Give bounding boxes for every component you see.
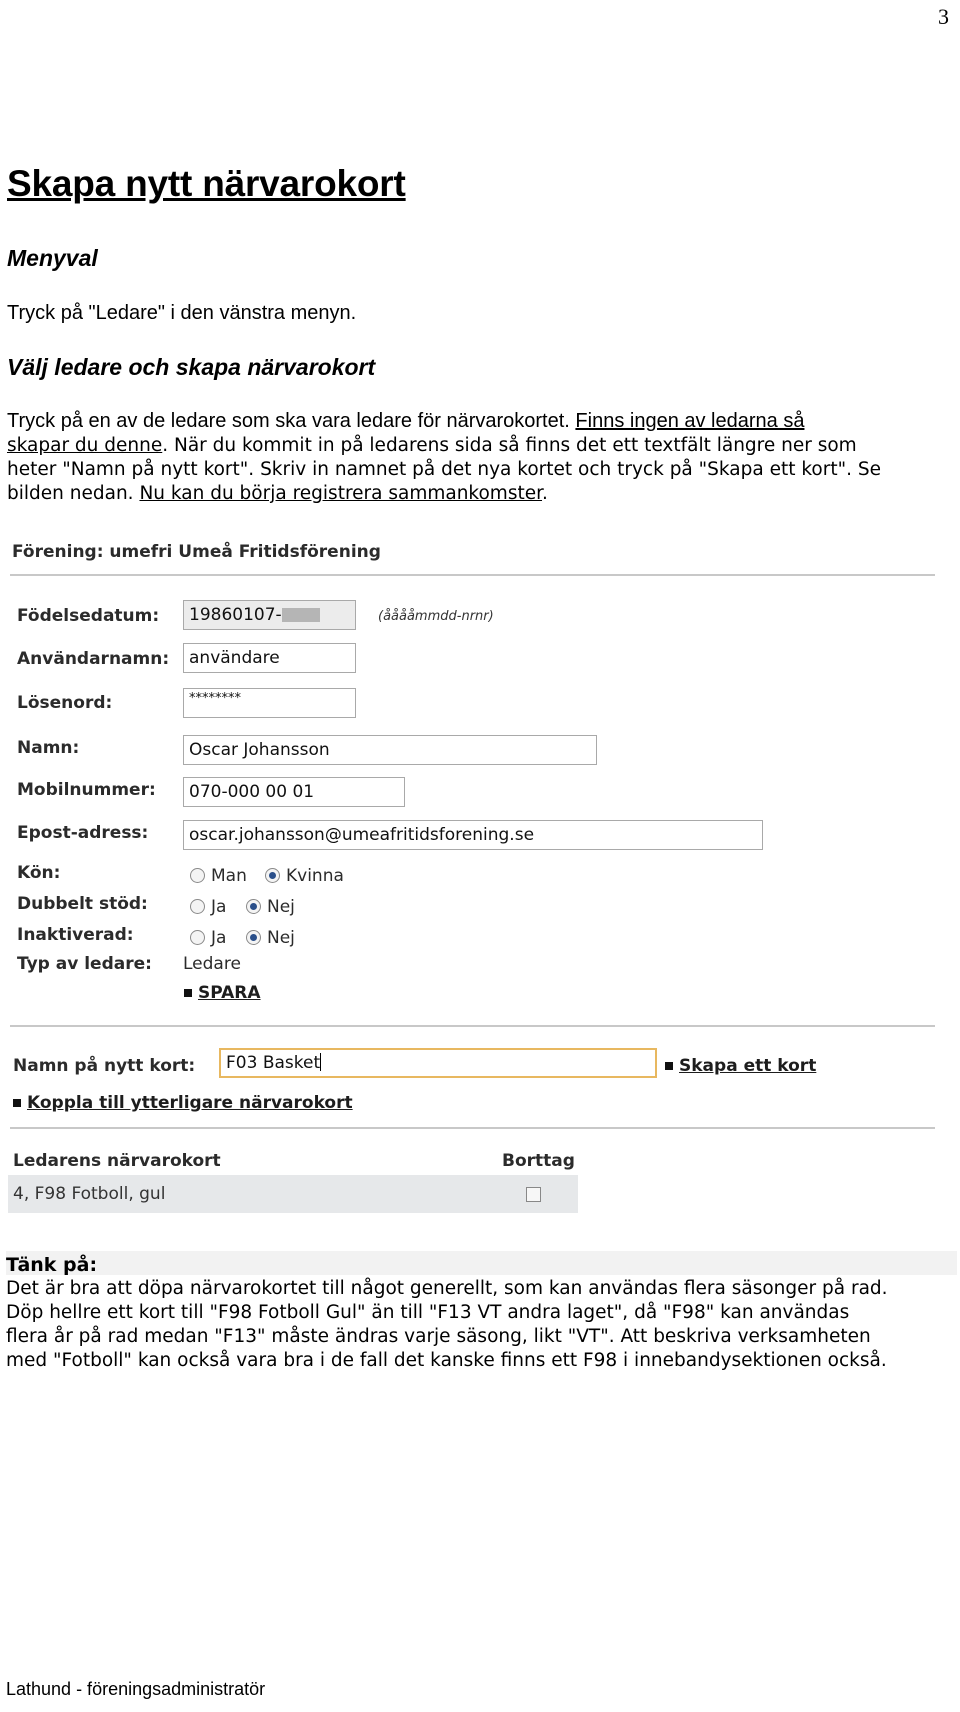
fodelsedatum-field (183, 600, 356, 630)
losenord-label: Lösenord: (17, 693, 113, 713)
paragraph-line-4 (7, 482, 548, 506)
anvandarnamn-label: Användarnamn: (17, 649, 170, 669)
table-row (8, 1175, 578, 1213)
skapa-ett-kort-button[interactable] (665, 1056, 816, 1076)
dubbelt-radio-nej[interactable] (246, 897, 295, 917)
kon-radio-kvinna[interactable] (265, 866, 344, 886)
table-header-narvarokort: Ledarens närvarokort (13, 1151, 221, 1171)
form-screenshot (8, 530, 938, 1220)
mobil-input[interactable]: 070-000 00 01 (183, 777, 405, 807)
radio-icon[interactable] (190, 868, 205, 883)
inaktiverad-radio-ja[interactable] (190, 928, 226, 948)
page-footer: Lathund - föreningsadministratör (6, 1679, 266, 1699)
namn-label: Namn: (17, 738, 80, 758)
skapa-label: Skapa ett kort (679, 1056, 817, 1076)
spara-button[interactable] (184, 983, 261, 1003)
blurred-digits (282, 608, 320, 622)
heading-menyval: Menyval (7, 245, 98, 271)
dubbelt-stod-label: Dubbelt stöd: (17, 894, 148, 914)
forening-label: Förening: umefri Umeå Fritidsförening (12, 542, 381, 562)
fodelsedatum-label: Födelsedatum: (17, 606, 160, 626)
radio-selected-icon[interactable] (265, 868, 280, 883)
inaktiverad-radio-nej[interactable] (246, 928, 295, 948)
table-cell-narvarokort: 4, F98 Fotboll, gul (13, 1184, 166, 1204)
kon-label: Kön: (17, 863, 61, 883)
namn-input[interactable]: Oscar Johansson (183, 735, 597, 765)
tank-pa-band (6, 1251, 957, 1275)
link-finns-ingen[interactable]: Finns ingen av ledarna så (575, 410, 805, 432)
koppla-label: Koppla till ytterligare närvarokort (27, 1093, 353, 1113)
epost-input[interactable]: oscar.johansson@umeafritidsforening.se (183, 820, 763, 850)
kon-radio-man[interactable] (190, 866, 247, 886)
page-title: Skapa nytt närvarokort (7, 163, 406, 204)
spara-label: SPARA (198, 983, 261, 1003)
radio-selected-icon[interactable] (246, 899, 261, 914)
paragraph-line-3: heter "Namn på nytt kort". Skriv in namnet på det nya kortet och tryck på "Skapa ett kort". Se (7, 459, 881, 480)
paragraph-line-1 (7, 410, 804, 433)
radio-label: Ja (211, 928, 227, 948)
mobil-label: Mobilnummer: (17, 780, 156, 800)
epost-label: Epost-adress: (17, 823, 149, 843)
para-text: Tryck på en av de ledare som ska vara ledare för närvarokortet. (7, 410, 576, 432)
radio-icon[interactable] (190, 899, 205, 914)
divider (10, 1025, 935, 1027)
tank-line-4: med "Fotboll" kan också vara bra i de fall det kanske finns ett F98 i innebandysektionen också. (6, 1350, 887, 1371)
nytt-kort-label: Namn på nytt kort: (13, 1056, 196, 1076)
table-header-borttag: Borttag (502, 1151, 575, 1171)
link-skapar-du-denne[interactable]: skapar du denne (7, 435, 163, 456)
radio-label: Ja (211, 897, 227, 917)
fodelsedatum-hint: (ååååmmdd-nrnr) (378, 609, 494, 624)
para-text: bilden nedan. (7, 483, 140, 504)
typ-av-ledare-value: Ledare (183, 954, 241, 974)
text-cursor (320, 1053, 321, 1071)
heading-valj-ledare: Välj ledare och skapa närvarokort (7, 354, 376, 380)
square-bullet-icon (665, 1062, 673, 1070)
anvandarnamn-input[interactable]: användare (183, 643, 356, 673)
dubbelt-radio-ja[interactable] (190, 897, 226, 917)
page-number: 3 (938, 4, 949, 29)
para-text: . (542, 483, 548, 504)
koppla-link[interactable] (13, 1093, 353, 1113)
tank-line-3: flera år på rad medan "F13" måste ändras varje säsong, likt "VT". Att beskriva verksamheten (6, 1326, 871, 1347)
borttag-checkbox[interactable] (526, 1187, 541, 1202)
para-text: . När du kommit in på ledarens sida så finns det ett textfält längre ner som (162, 435, 857, 456)
tank-line-1: Det är bra att döpa närvarokortet till något generellt, som kan användas flera säsonger på rad. (6, 1278, 888, 1299)
radio-label: Nej (267, 897, 295, 917)
fodelsedatum-value: 19860107- (189, 605, 282, 625)
tank-line-2: Döp hellre ett kort till "F98 Fotboll Gul" än till "F13 VT andra laget", då "F98" kan användas (6, 1302, 850, 1323)
radio-selected-icon[interactable] (246, 930, 261, 945)
typ-av-ledare-label: Typ av ledare: (17, 954, 152, 974)
divider (10, 574, 935, 576)
square-bullet-icon (184, 989, 192, 997)
tank-pa-heading: Tänk på: (6, 1254, 98, 1276)
losenord-input[interactable]: ******** (183, 688, 356, 718)
nytt-kort-input[interactable] (219, 1048, 657, 1078)
link-registrera-sammankomster[interactable]: Nu kan du börja registrera sammankomster (139, 483, 543, 504)
radio-label: Nej (267, 928, 295, 948)
menyval-text: Tryck på "Ledare" i den vänstra menyn. (7, 302, 357, 324)
radio-label: Kvinna (286, 866, 344, 886)
inaktiverad-label: Inaktiverad: (17, 925, 134, 945)
paragraph-line-2 (7, 434, 857, 458)
nytt-kort-value: F03 Basket (226, 1053, 321, 1073)
divider (10, 1127, 935, 1129)
square-bullet-icon (13, 1099, 21, 1107)
radio-icon[interactable] (190, 930, 205, 945)
radio-label: Man (211, 866, 247, 886)
